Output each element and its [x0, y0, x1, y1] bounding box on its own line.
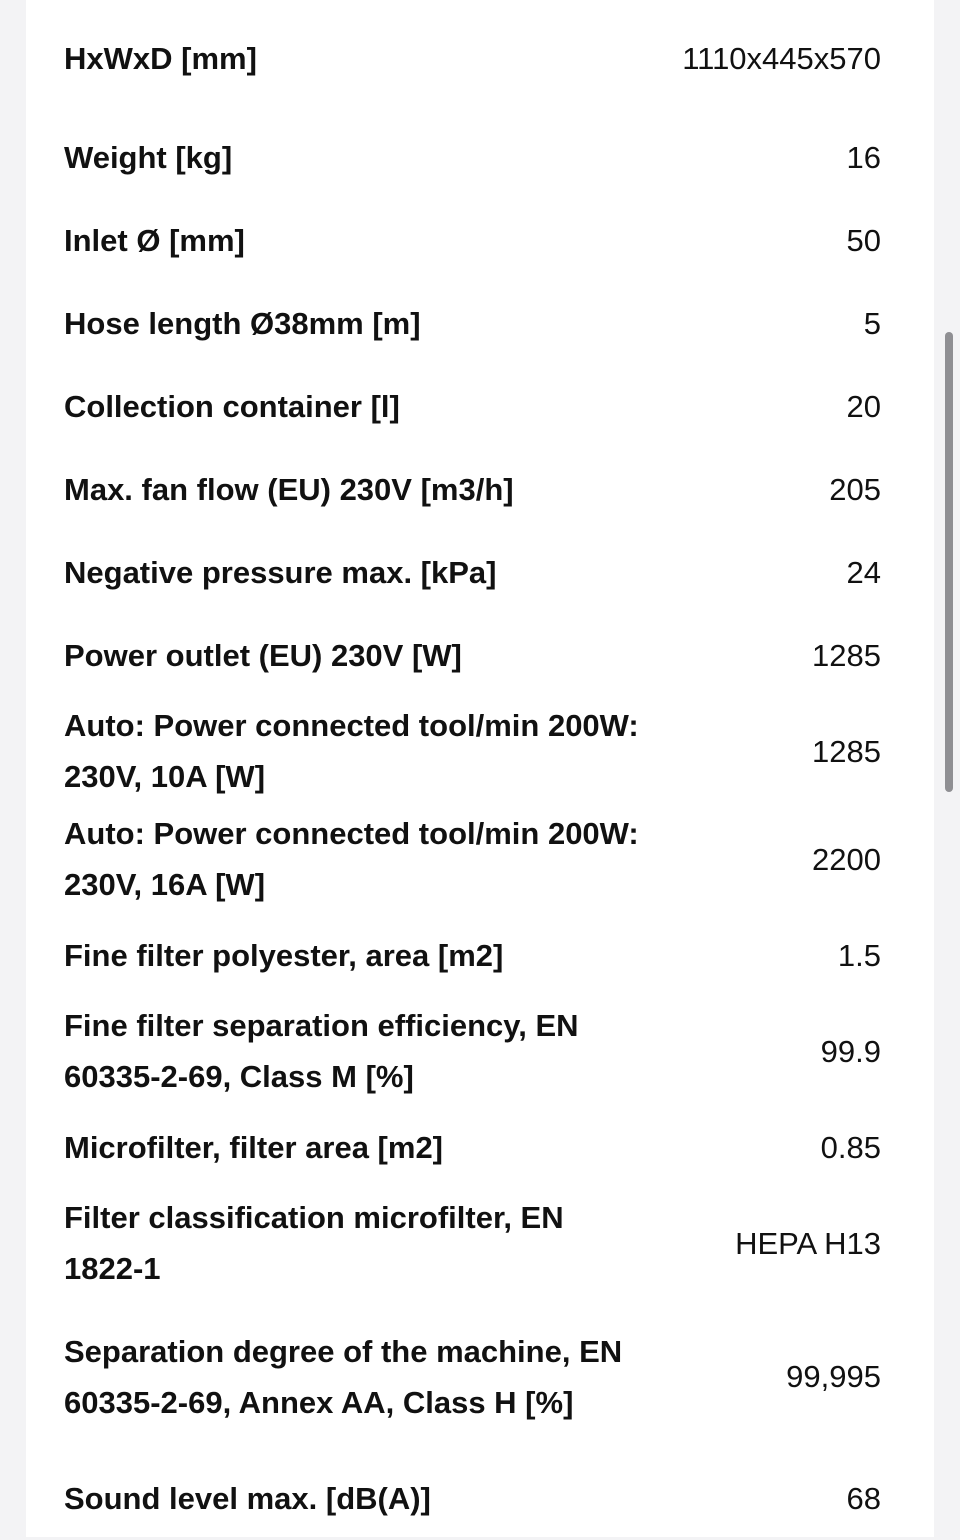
spec-value: 1285: [812, 638, 881, 673]
spec-row-auto-power-16a: [64, 805, 881, 913]
spec-label: Separation degree of the machine, EN 60335-2-69, Annex AA, Class H [%]: [64, 1333, 623, 1420]
spec-label: Max. fan flow (EU) 230V [m3/h]: [64, 472, 514, 507]
spec-label: HxWxD [mm]: [64, 40, 257, 76]
spec-value: 1.5: [837, 937, 881, 973]
spec-value: 50: [846, 223, 881, 258]
spec-label: Negative pressure max. [kPa]: [64, 555, 497, 590]
spec-value: 20: [846, 389, 881, 424]
spec-value: 0.85: [820, 1129, 881, 1165]
spec-label: Microfilter, filter area [m2]: [64, 1129, 444, 1165]
spec-label: Filter classification microfilter, EN 1822-1: [64, 1200, 564, 1286]
spec-label: Weight [kg]: [64, 140, 233, 175]
spec-label: Sound level max. [dB(A)]: [64, 1480, 431, 1516]
spec-value: HEPA H13: [735, 1225, 881, 1261]
spec-label: Hose length Ø38mm [m]: [64, 306, 421, 341]
spec-row-filter-classification: [64, 1189, 881, 1297]
spec-value: 99,995: [786, 1359, 881, 1394]
spec-value: 24: [846, 555, 881, 590]
spec-value: 1285: [812, 733, 881, 769]
spec-label: Fine filter polyester, area [m2]: [64, 937, 504, 973]
spec-value: 68: [846, 1480, 881, 1516]
spec-label: Power outlet (EU) 230V [W]: [64, 638, 462, 673]
spec-row-hose-length: [64, 282, 881, 365]
spec-row-dimensions: [64, 0, 881, 116]
spec-row-fine-filter-efficiency: [64, 997, 881, 1105]
spec-row-fan-flow: [64, 448, 881, 531]
spec-value: 99.9: [820, 1033, 881, 1069]
spec-row-auto-power-10a: [64, 697, 881, 805]
spec-label: Auto: Power connected tool/min 200W: 230V, 16A [W]: [64, 816, 639, 902]
spec-row-inlet: [64, 199, 881, 282]
spec-value: 16: [846, 140, 881, 175]
spec-value: 205: [829, 472, 881, 507]
spec-row-power-outlet: [64, 614, 881, 697]
spec-label: Fine filter separation efficiency, EN 60335-2-69, Class M [%]: [64, 1008, 579, 1094]
spec-label: Inlet Ø [mm]: [64, 223, 245, 258]
vertical-scrollbar[interactable]: [945, 332, 953, 792]
spec-value: 5: [863, 306, 881, 341]
spec-value: 2200: [812, 841, 881, 877]
spec-label: Collection container [l]: [64, 389, 400, 424]
spec-label: Auto: Power connected tool/min 200W: 230V, 10A [W]: [64, 708, 639, 794]
spec-row-separation-degree: [64, 1297, 881, 1456]
spec-value: 1110x445x570: [682, 40, 881, 76]
spec-row-collection-container: [64, 365, 881, 448]
spec-row-negative-pressure: [64, 531, 881, 614]
spec-row-weight: [64, 116, 881, 199]
technical-specs-table: [64, 0, 881, 1540]
spec-row-microfilter-area: [64, 1105, 881, 1189]
spec-row-fine-filter-area: [64, 913, 881, 997]
spec-row-sound-level: [64, 1456, 881, 1540]
